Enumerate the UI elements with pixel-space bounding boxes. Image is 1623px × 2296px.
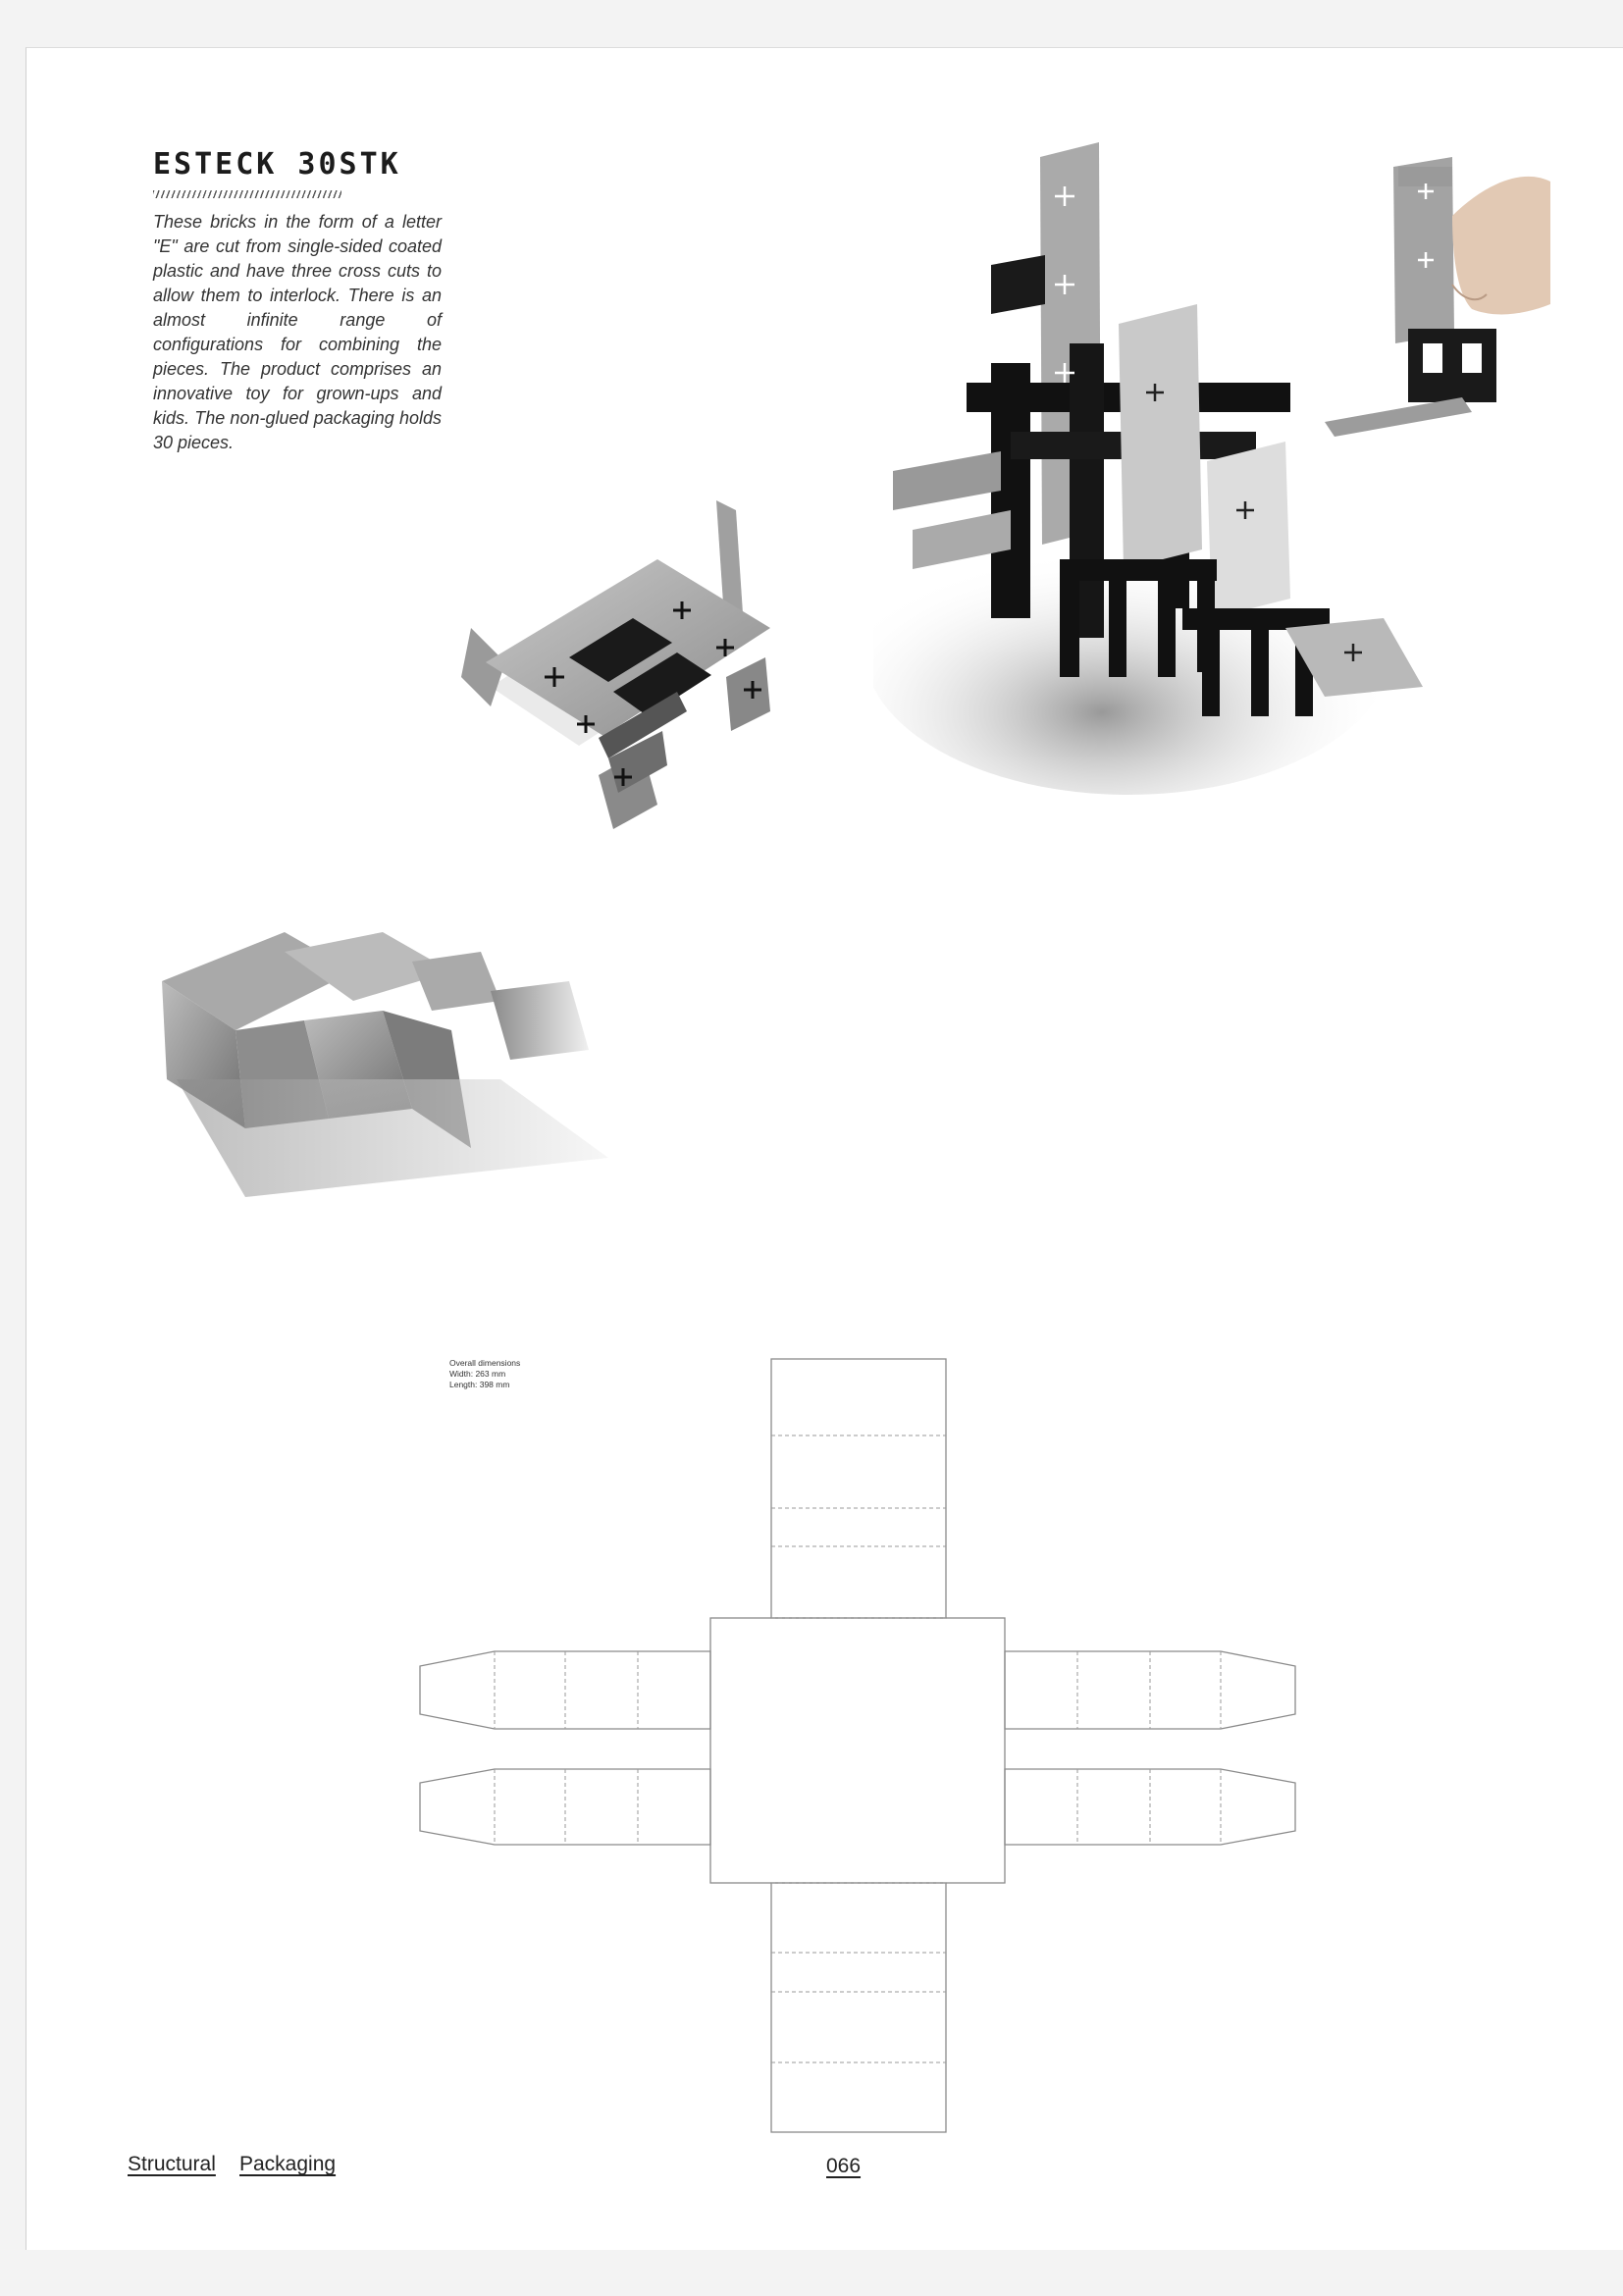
title-hatch-rule [153, 190, 341, 198]
page-number: 066 [826, 2155, 862, 2177]
dimensions-length: Length: 398 mm [449, 1380, 510, 1389]
footer-structural: Structural [128, 2153, 216, 2175]
dimensions-width: Width: 263 mm [449, 1369, 506, 1379]
dieline-bottom-flap [771, 1883, 946, 2132]
dieline-top-flap [771, 1359, 946, 1618]
photo-folded-box [157, 913, 618, 1207]
dieline-right-arm-upper [1005, 1651, 1295, 1729]
article-description: These bricks in the form of a letter "E" are cut from single-sided coated plastic and have three cross cuts to allow them to interlock. There is an almost infinite range of configurations for combining the pieces. The product comprises an innovative toy for grown-ups and kids. The non-glued packaging holds 30 pieces. [153, 212, 442, 452]
article-title: ESTECK 30STK [153, 147, 401, 182]
dimensions-heading: Overall dimensions [449, 1358, 521, 1368]
dieline-center-panel [710, 1618, 1005, 1883]
dimensions-note [449, 1358, 520, 1390]
footer-packaging: Packaging [239, 2153, 337, 2175]
photo-hand-with-e-piece [1315, 147, 1550, 461]
photo-grey-tray [432, 481, 844, 854]
dieline-left-arm-upper [420, 1651, 710, 1729]
dieline-diagram [412, 1354, 1315, 2139]
